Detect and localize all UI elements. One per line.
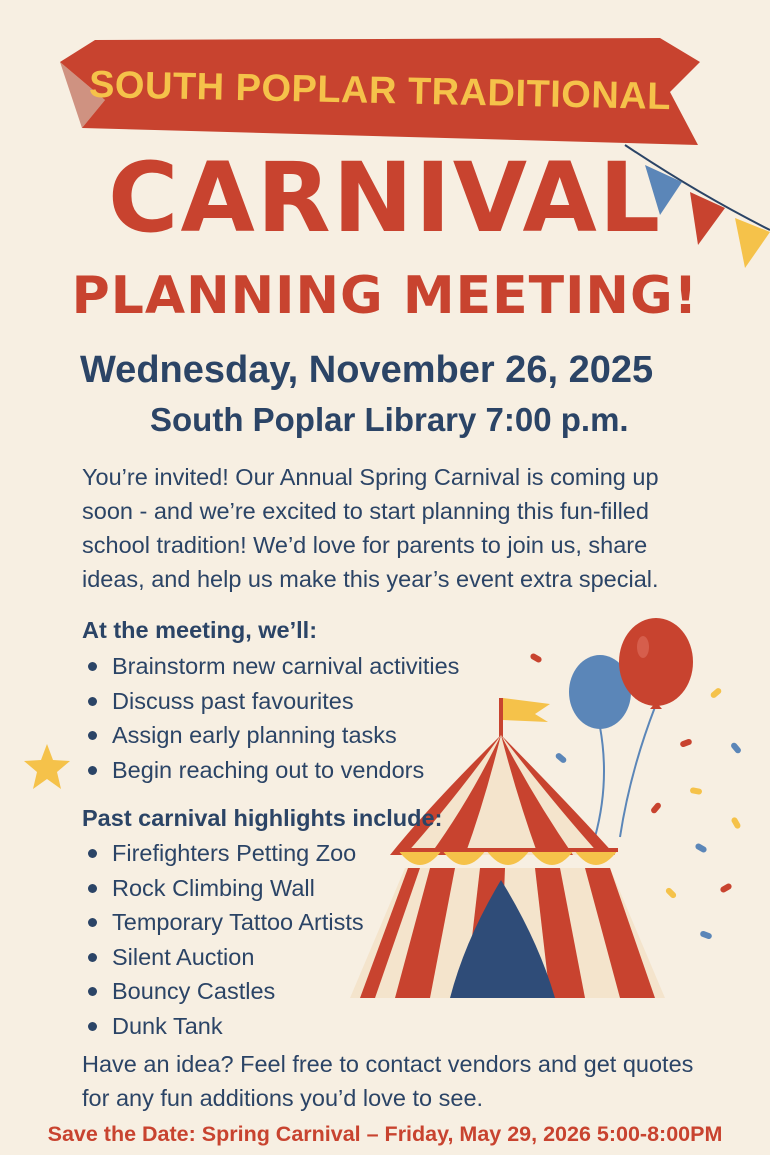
bullet-icon <box>88 884 97 893</box>
event-date: Wednesday, November 26, 2025 <box>80 349 654 391</box>
list-item: Silent Auction <box>82 940 364 975</box>
highlights-heading: Past carnival highlights include: <box>82 805 443 831</box>
list-item: Discuss past favourites <box>82 684 459 719</box>
intro-paragraph: You’re invited! Our Annual Spring Carnival is coming up soon - and we’re excited to start planning this fun-filled school tradition! We’d love for parents to join us, share ideas, and help us make this year’s event extra special. <box>82 464 659 592</box>
save-the-date-footer: Save the Date: Spring Carnival – Friday, May 29, 2026 5:00-8:00PM <box>47 1122 723 1146</box>
list-item: Begin reaching out to vendors <box>82 753 459 788</box>
closing-paragraph: Have an idea? Feel free to contact vendors and get quotes for any fun additions you’d love to see. <box>82 1051 694 1111</box>
bullet-icon <box>88 849 97 858</box>
carnival-title: CARNIVAL <box>108 142 662 254</box>
bullet-icon <box>88 918 97 927</box>
planning-meeting-title: PLANNING MEETING! <box>71 266 699 326</box>
bullet-icon <box>88 697 97 706</box>
bullet-icon <box>88 662 97 671</box>
list-item: Bouncy Castles <box>82 974 364 1009</box>
list-item: Assign early planning tasks <box>82 718 459 753</box>
bullet-icon <box>88 766 97 775</box>
bullet-icon <box>88 731 97 740</box>
banner-title: SOUTH POPLAR TRADITIONAL <box>88 63 672 119</box>
list-item: Dunk Tank <box>82 1009 364 1044</box>
list-item: Rock Climbing Wall <box>82 871 364 906</box>
list-item: Brainstorm new carnival activities <box>82 649 459 684</box>
star-icon <box>22 742 72 792</box>
bullet-icon <box>88 1022 97 1031</box>
event-place-time: South Poplar Library 7:00 p.m. <box>150 401 629 438</box>
list-item: Temporary Tattoo Artists <box>82 905 364 940</box>
list-item: Firefighters Petting Zoo <box>82 836 364 871</box>
bullet-icon <box>88 987 97 996</box>
highlights-list <box>82 836 364 1043</box>
bullet-icon <box>88 953 97 962</box>
agenda-heading: At the meeting, we’ll: <box>82 617 318 643</box>
agenda-list <box>82 649 459 787</box>
